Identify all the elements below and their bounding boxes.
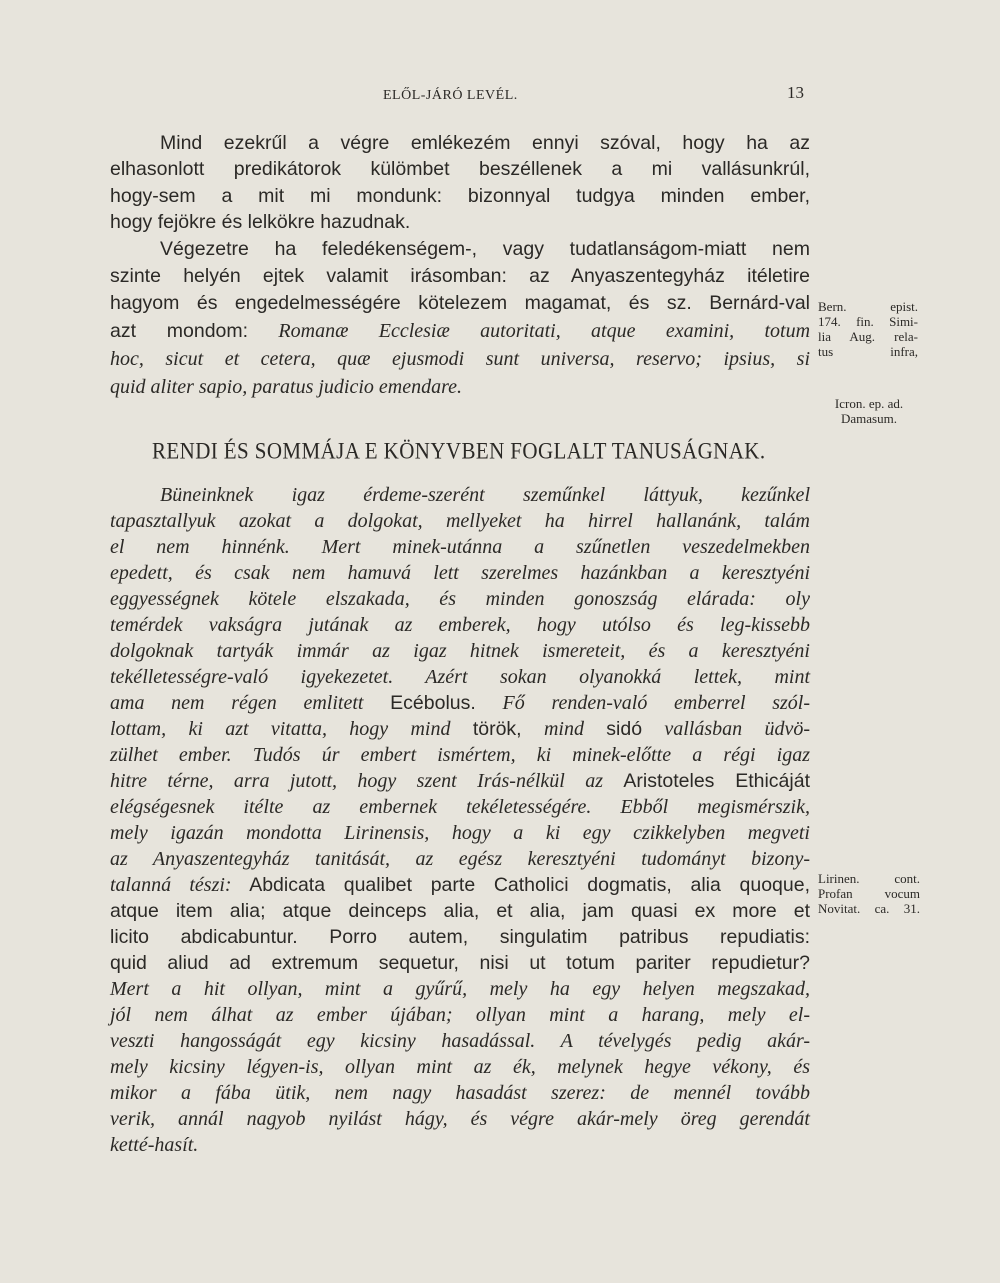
page-number: 13 [787, 83, 804, 102]
text-line: elégségesnek itélte az embernek tekéletességére. Ebből megismérszik, [110, 796, 810, 818]
text-line: Végezetre ha feledékenségem-, vagy tudatlanságom-miatt nem [160, 238, 810, 260]
text-line: szinte helyén ejtek valamit irásomban: az Anyaszentegyház itéletire [110, 265, 810, 287]
text-line: licito abdicabuntur. Porro autem, singulatim patribus repudiatis: [110, 926, 810, 948]
text-line: quid aliter sapio, paratus judicio emendare. [110, 376, 463, 398]
text-line: jól nem álhat az ember újában; ollyan mint a harang, mely el- [110, 1004, 810, 1026]
text-line: azt mondom: Romanæ Ecclesiæ autoritati, atque examini, totum [110, 320, 811, 342]
text-line: tekélletességre-való igyekezetet. Azért sokan olyanokká lettek, mint [110, 666, 810, 688]
text-line: verik, annál nagyob nyilást hágy, és végre akár-mely öreg gerendát [110, 1108, 810, 1130]
text-line: quid aliud ad extremum sequetur, nisi ut totum pariter repudietur? [110, 952, 810, 974]
running-title: ELŐL-JÁRÓ LEVÉL. [383, 88, 518, 103]
text-line: Mind ezekrűl a végre emlékezém ennyi szóval, hogy ha az [160, 132, 810, 154]
text-line: elhasonlott predikátorok külömbet beszéllenek a mi vallásunkrúl, [110, 158, 810, 180]
text-line: temérdek vakságra jutának az emberek, hogy utólso és leg-kissebb [110, 614, 810, 636]
text-line: atque item alia; atque deinceps alia, et alia, jam quasi ex more et [110, 900, 810, 922]
section-heading: RENDI ÉS SOMMÁJA E KÖNYVBEN FOGLALT TANUSÁGNAK. [152, 437, 766, 464]
text-line: hagyom és engedelmességére kötelezem magamat, és sz. Bernárd-val [110, 292, 810, 314]
text-line: Mert a hit ollyan, mint a gyűrű, mely ha egy helyen megszakad, [110, 978, 810, 1000]
text-line: veszti hangosságát egy kicsiny hasadással. A tévelygés pedig akár- [110, 1030, 810, 1052]
text-line: ama nem régen emlitett Ecébolus. Fő renden-való emberrel szól- [110, 692, 811, 714]
text-line: ketté-hasít. [110, 1134, 199, 1156]
text-line: Büneinknek igaz érdeme-szerént szeműnkel láttyuk, kezűnkel [160, 484, 810, 506]
text-line: hitre térne, arra jutott, hogy szent Irás-nélkül az Aristoteles Ethicáját [110, 770, 810, 792]
text-line: el nem hinnénk. Mert minek-utánna a szűnetlen veszedelmekben [110, 536, 810, 558]
text-line: hogy-sem a mit mi mondunk: bizonnyal tudgya minden ember, [110, 185, 810, 207]
text-line: hoc, sicut et cetera, quæ ejusmodi sunt universa, reservo; ipsius, si [110, 348, 810, 370]
margin-note-lirinensis: Lirinen. cont. Profan vocum Novitat. ca. 31. [818, 871, 920, 916]
text-line: mely kicsiny légyen-is, ollyan mint az ék, melynek hegye vékony, és [110, 1056, 810, 1078]
text-line: zülhet ember. Tudós úr embert ismértem, ki minek-előtte a régi igaz [110, 744, 810, 766]
text-line: hogy fejökre és lelkökre hazudnak. [110, 211, 411, 233]
margin-note-jerome: Icron. ep. ad. Damasum. [834, 396, 904, 426]
text-line: tapasztallyuk azokat a dolgokat, mellyeket ha hirrel hallanánk, talám [110, 510, 810, 532]
text-line: mely igazán mondotta Lirinensis, hogy a ki egy czikkelyben megveti [110, 822, 810, 844]
text-line: mikor a fába ütik, nem nagy hasadást szerez: de mennél tovább [110, 1082, 810, 1104]
text-line: lottam, ki azt vitatta, hogy mind török, mind sidó vallásban üdvö- [110, 718, 811, 740]
text-line: talanná tészi: Abdicata qualibet parte Catholici dogmatis, alia quoque, [110, 874, 810, 896]
text-line: dolgoknak tartyák immár az igaz hitnek ismereteit, és a keresztyéni [110, 640, 810, 662]
margin-note-bernard: Bern. epist. 174. fin. Simi- lia Aug. rela- tus infra, [818, 299, 918, 359]
text-line: eggyességnek kötele elszakada, és minden gonoszság elárada: oly [110, 588, 810, 610]
text-line: epedett, és csak nem hamuvá lett szerelmes hazánkban a keresztyéni [110, 562, 810, 584]
text-line: az Anyaszentegyház tanitását, az egész keresztyéni tudományt bizony- [110, 848, 810, 870]
